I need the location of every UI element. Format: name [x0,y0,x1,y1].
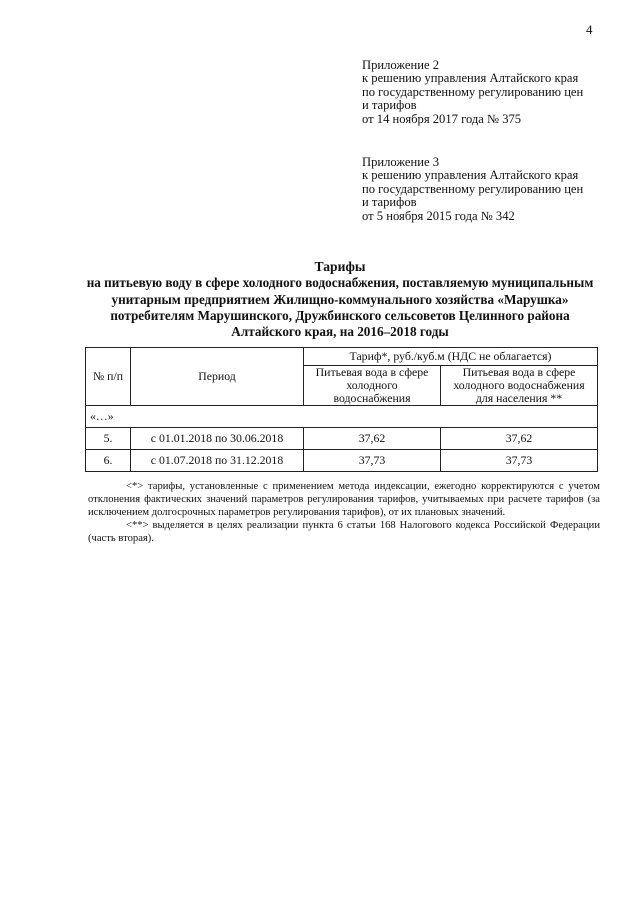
title-line: унитарным предприятием Жилищно-коммунального хозяйства «Марушка» [111,291,569,307]
footnotes [88,480,600,545]
header-drink-population [441,366,598,406]
ellipsis-row: «…» [86,406,598,428]
tariff-table [85,347,598,472]
annex-line: и тарифов [362,195,417,210]
annex-line: Приложение 2 [362,58,440,72]
table-row [86,450,598,472]
annex-line: по государственному регулированию цен [362,84,584,99]
row-population: 37,73 [441,450,598,472]
annex-line: и тарифов [362,98,417,113]
header-line: Питьевая вода в сфере [462,365,576,379]
row-no: 5. [86,428,131,450]
title-line: на питьевую воду в сфере холодного водоснабжения, поставляемую муниципальным [86,275,594,291]
row-drink: 37,73 [304,450,441,472]
annex-3-header [362,156,622,223]
title-line: потребителям Марушинского, Дружбинского сельсоветов Целинного района [110,307,570,323]
title-main: Тарифы [314,259,366,274]
header-drink-cold: Питьевая вода в сфере холодного водоснабжения [304,366,441,406]
row-population: 37,62 [441,428,598,450]
row-period: с 01.01.2018 по 30.06.2018 [131,428,304,450]
header-period: Период [131,348,304,406]
annex-line: Приложение 3 [362,155,440,169]
footnote-2: <**> выделяется в целях реализации пункта 6 статьи 168 Налогового кодекса Российской Федерации (часть вторая). [88,520,600,545]
annex-line: от 14 ноября 2017 года № 375 [362,111,522,126]
page-number: 4 [586,22,593,37]
document-title [60,259,620,340]
annex-line: от 5 ноября 2015 года № 342 [362,208,515,223]
row-period: с 01.07.2018 по 31.12.2018 [131,450,304,472]
row-no: 6. [86,450,131,472]
annex-line: по государственному регулированию цен [362,181,584,196]
table-row [86,428,598,450]
annex-line: к решению управления Алтайского края [362,71,579,86]
header-line: холодного водоснабжения [453,378,585,392]
title-line: Алтайского края, на 2016–2018 годы [231,324,449,340]
header-line: для населения ** [475,391,563,405]
annex-2-header [362,59,622,126]
footnote-1: <*> тарифы, установленные с применением метода индексации, ежегодно корректируются с учетом отклонения фактических значений параметров регулирования тарифов, учитываемых при расчете тарифов (за исключением долгосрочных параметров регулирования тарифов), от их плановых значений. [88,481,600,519]
header-no: № п/п [86,348,131,406]
annex-line: к решению управления Алтайского края [362,168,579,183]
row-drink: 37,62 [304,428,441,450]
header-tariff-group: Тариф*, руб./куб.м (НДС не облагается) [304,348,598,366]
